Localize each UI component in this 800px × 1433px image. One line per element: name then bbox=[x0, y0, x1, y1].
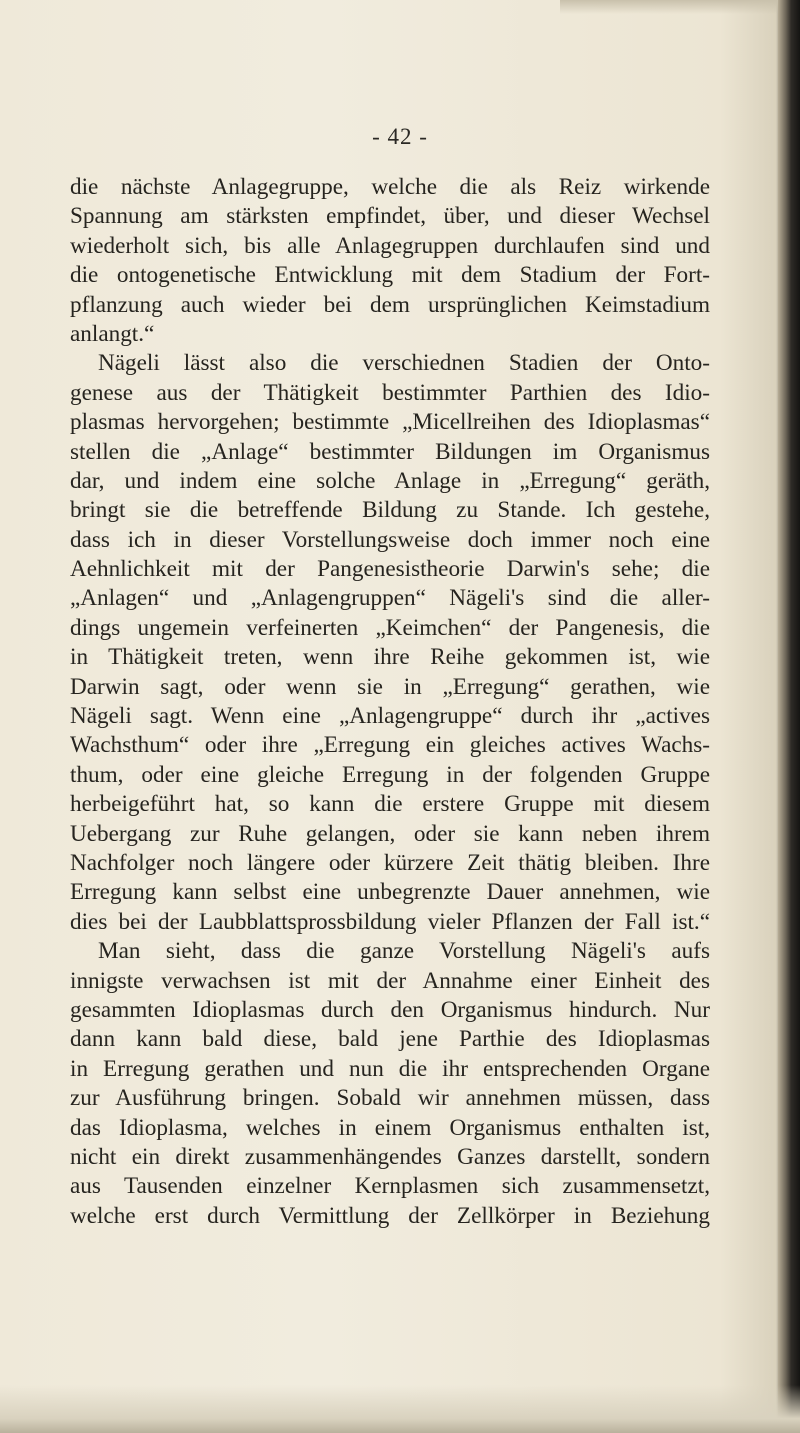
text-line: dass ich in dieser Vorstellungsweise doch immer noch eine bbox=[70, 526, 710, 553]
text-line: Wachsthum“ oder ihre „Erregung ein gleiches actives Wachs- bbox=[70, 732, 710, 759]
text-line: pflanzung auch wieder bei dem ursprünglichen Keimstadium bbox=[70, 291, 710, 318]
text-line: nicht ein direkt zusammenhängendes Ganzes darstellt, sondern bbox=[70, 1143, 710, 1170]
text-line: welche erst durch Vermittlung der Zellkörper in Beziehung bbox=[70, 1202, 710, 1229]
text-line: bringt sie die betreffende Bildung zu Stande. Ich gestehe, bbox=[70, 497, 710, 524]
text-line: stellen die „Anlage“ bestimmter Bildungen im Organismus bbox=[70, 438, 710, 465]
text-line: Man sieht, dass die ganze Vorstellung Nägeli's aufs bbox=[98, 938, 710, 965]
text-line: thum, oder eine gleiche Erregung in der folgenden Gruppe bbox=[70, 761, 710, 788]
text-line: aus Tausenden einzelner Kernplasmen sich zusammensetzt, bbox=[70, 1173, 710, 1200]
page-number: - 42 - bbox=[372, 124, 428, 149]
text-line: Spannung am stärksten empfindet, über, und dieser Wechsel bbox=[70, 203, 710, 230]
text-line: genese aus der Thätigkeit bestimmter Parthien des Idio- bbox=[70, 379, 710, 406]
text-line: Nägeli sagt. Wenn eine „Anlagengruppe“ durch ihr „actives bbox=[70, 703, 710, 730]
text-line: gesammten Idioplasmas durch den Organismus hindurch. Nur bbox=[70, 996, 710, 1023]
text-line: in Thätigkeit treten, wenn ihre Reihe gekommen ist, wie bbox=[70, 644, 710, 671]
text-line: Aehnlichkeit mit der Pangenesistheorie Darwin's sehe; die bbox=[70, 556, 710, 583]
body-text bbox=[70, 173, 710, 1231]
text-line: das Idioplasma, welches in einem Organismus enthalten ist, bbox=[70, 1114, 710, 1141]
text-line: plasmas hervorgehen; bestimmte „Micellreihen des Idioplasmas“ bbox=[70, 409, 710, 436]
text-line: die ontogenetische Entwicklung mit dem Stadium der Fort- bbox=[70, 262, 710, 289]
text-line: Erregung kann selbst eine unbegrenzte Dauer annehmen, wie bbox=[70, 879, 710, 906]
text-line: die nächste Anlagegruppe, welche die als Reiz wirkende bbox=[70, 174, 710, 200]
text-line: herbeigeführt hat, so kann die erstere Gruppe mit diesem bbox=[70, 791, 710, 818]
page-bottom-shadow bbox=[0, 1385, 800, 1433]
text-line: innigste verwachsen ist mit der Annahme einer Einheit des bbox=[70, 967, 710, 994]
text-line: anlangt.“ bbox=[70, 320, 155, 347]
text-line: „Anlagen“ und „Anlagengruppen“ Nägeli's sind die aller- bbox=[70, 585, 710, 612]
text-line: dar, und indem eine solche Anlage in „Erregung“ geräth, bbox=[70, 467, 710, 494]
page-top-shadow bbox=[560, 0, 800, 14]
text-line: Nägeli lässt also die verschiednen Stadien der Onto- bbox=[98, 350, 710, 377]
text-line: Nachfolger noch längere oder kürzere Zeit thätig bleiben. Ihre bbox=[70, 849, 710, 876]
text-line: zur Ausführung bringen. Sobald wir annehmen müssen, dass bbox=[70, 1085, 710, 1112]
book-binding-edge bbox=[778, 0, 800, 1433]
text-line: wiederholt sich, bis alle Anlagegruppen durchlaufen sind und bbox=[70, 232, 710, 259]
text-line: dies bei der Laubblattsprossbildung vieler Pflanzen der Fall ist.“ bbox=[70, 908, 710, 935]
text-line: in Erregung gerathen und nun die ihr entsprechenden Organe bbox=[70, 1055, 710, 1082]
text-line: dann kann bald diese, bald jene Parthie des Idioplasmas bbox=[70, 1026, 710, 1053]
text-line: Uebergang zur Ruhe gelangen, oder sie kann neben ihrem bbox=[70, 820, 710, 847]
text-line: Darwin sagt, oder wenn sie in „Erregung“ gerathen, wie bbox=[70, 673, 710, 700]
text-line: dings ungemein verfeinerten „Keimchen“ der Pangenesis, die bbox=[70, 614, 710, 641]
